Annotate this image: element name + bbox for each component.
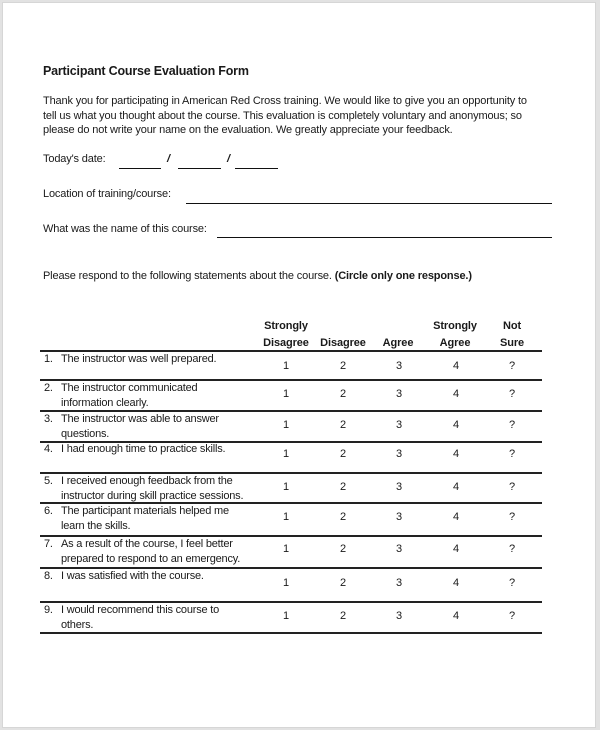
response-3-strongly-agree[interactable]: 4 (452, 419, 460, 431)
column-header-not-sure: Not Sure (499, 320, 525, 349)
response-4-disagree[interactable]: 2 (339, 448, 347, 460)
response-9-disagree[interactable]: 2 (339, 610, 347, 622)
table-row-statement-2: 2. The instructor communicated information clearly. (44, 382, 198, 409)
date-month-field[interactable] (119, 168, 161, 169)
response-4-strongly-agree[interactable]: 4 (452, 448, 460, 460)
response-2-agree[interactable]: 3 (395, 388, 403, 400)
table-row-statement-3: 3. The instructor was able to answer questions. (44, 413, 219, 440)
response-7-strongly-agree[interactable]: 4 (452, 543, 460, 555)
table-row-statement-5: 5. I received enough feedback from the instructor during skill practice sessions. (44, 475, 244, 502)
table-row-statement-4: 4. I had enough time to practice skills. (44, 443, 226, 455)
response-9-not-sure[interactable]: ? (508, 610, 516, 622)
response-8-disagree[interactable]: 2 (339, 577, 347, 589)
instructions-text: Please respond to the following statements about the course. (43, 270, 332, 282)
column-header-strongly-agree: Strongly Agree (433, 320, 477, 349)
response-1-disagree[interactable]: 2 (339, 360, 347, 372)
response-8-strongly-agree[interactable]: 4 (452, 577, 460, 589)
response-1-not-sure[interactable]: ? (508, 360, 516, 372)
response-3-disagree[interactable]: 2 (339, 419, 347, 431)
date-separator: / (167, 153, 171, 165)
form-title: Participant Course Evaluation Form (43, 64, 249, 78)
table-row-statement-8: 8. I was satisfied with the course. (44, 570, 204, 582)
response-1-strongly-agree[interactable]: 4 (452, 360, 460, 372)
response-7-agree[interactable]: 3 (395, 543, 403, 555)
date-year-field[interactable] (235, 168, 278, 169)
response-5-strongly-disagree[interactable]: 1 (282, 481, 290, 493)
course-name-field[interactable] (217, 237, 552, 238)
response-5-disagree[interactable]: 2 (339, 481, 347, 493)
response-9-agree[interactable]: 3 (395, 610, 403, 622)
table-row-statement-1: 1. The instructor was well prepared. (44, 353, 217, 365)
response-1-strongly-disagree[interactable]: 1 (282, 360, 290, 372)
response-3-strongly-disagree[interactable]: 1 (282, 419, 290, 431)
response-6-strongly-disagree[interactable]: 1 (282, 511, 290, 523)
response-3-not-sure[interactable]: ? (508, 419, 516, 431)
response-6-agree[interactable]: 3 (395, 511, 403, 523)
response-5-strongly-agree[interactable]: 4 (452, 481, 460, 493)
response-8-strongly-disagree[interactable]: 1 (282, 577, 290, 589)
table-row-statement-9: 9. I would recommend this course to others. (44, 604, 220, 631)
response-7-strongly-disagree[interactable]: 1 (282, 543, 290, 555)
intro-line: Thank you for participating in American Red Cross training. We would like to give you an opportunity to (43, 95, 527, 107)
response-6-strongly-agree[interactable]: 4 (452, 511, 460, 523)
response-8-not-sure[interactable]: ? (508, 577, 516, 589)
response-4-not-sure[interactable]: ? (508, 448, 516, 460)
response-3-agree[interactable]: 3 (395, 419, 403, 431)
response-1-agree[interactable]: 3 (395, 360, 403, 372)
location-label: Location of training/course: (43, 188, 171, 200)
response-7-not-sure[interactable]: ? (508, 543, 516, 555)
date-label: Today's date: (43, 153, 106, 165)
response-6-not-sure[interactable]: ? (508, 511, 516, 523)
response-9-strongly-disagree[interactable]: 1 (282, 610, 290, 622)
response-5-not-sure[interactable]: ? (508, 481, 516, 493)
response-2-not-sure[interactable]: ? (508, 388, 516, 400)
table-row-statement-6: 6. The participant materials helped me learn the skills. (44, 505, 229, 532)
intro-line: tell us what you thought about the course. This evaluation is completely voluntary and anonymous; so (43, 109, 522, 122)
response-4-agree[interactable]: 3 (395, 448, 403, 460)
column-header-disagree: Disagree (320, 336, 366, 349)
instructions (43, 270, 472, 282)
table-row-statement-7: 7. As a result of the course, I feel better prepared to respond to an emergency. (44, 538, 241, 565)
column-header-agree: Agree (382, 336, 414, 349)
response-2-strongly-disagree[interactable]: 1 (282, 388, 290, 400)
date-separator: / (227, 153, 231, 165)
response-7-disagree[interactable]: 2 (339, 543, 347, 555)
instructions-emphasis: (Circle only one response.) (334, 270, 472, 282)
response-8-agree[interactable]: 3 (395, 577, 403, 589)
response-6-disagree[interactable]: 2 (339, 511, 347, 523)
response-2-disagree[interactable]: 2 (339, 388, 347, 400)
column-header-strongly-disagree: Strongly Disagree (263, 320, 309, 349)
response-2-strongly-agree[interactable]: 4 (452, 388, 460, 400)
response-9-strongly-agree[interactable]: 4 (452, 610, 460, 622)
response-4-strongly-disagree[interactable]: 1 (282, 448, 290, 460)
date-day-field[interactable] (178, 168, 221, 169)
course-name-label: What was the name of this course: (43, 223, 207, 235)
intro-paragraph (43, 94, 553, 138)
location-field[interactable] (186, 203, 552, 204)
response-5-agree[interactable]: 3 (395, 481, 403, 493)
intro-line: please do not write your name on the evaluation. We greatly appreciate your feedback. (43, 124, 453, 137)
